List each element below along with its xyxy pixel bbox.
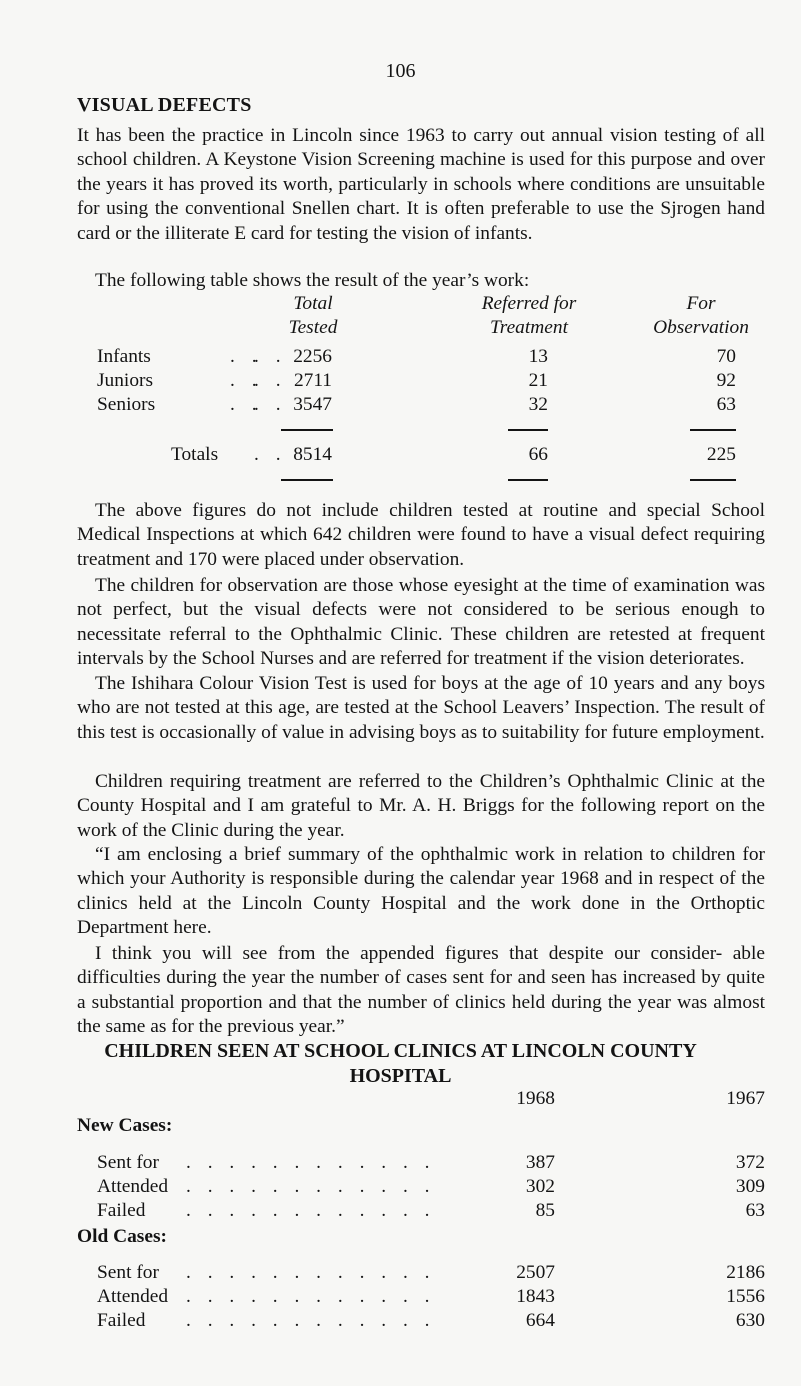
rule [690, 429, 736, 431]
cell-1968: 2507 [516, 1262, 555, 1283]
leader-dots: . . . . . . . . . . . . [186, 1176, 436, 1197]
row-label: Attended [97, 1286, 169, 1307]
cell-referred: 21 [528, 370, 548, 391]
page-number: 106 [385, 60, 416, 82]
paragraph-referral: Children requiring treatment are referred to the Children’s Ophthalmic Clinic at the County Hospital and I am grateful to Mr. A. H. Briggs for the following report on the work of the Clinic during the year. [77, 771, 765, 841]
header-total-line1: Total [293, 293, 333, 314]
leader-dots: . . [230, 346, 263, 367]
leader-dots: . . [230, 370, 263, 391]
cell-1967: 63 [745, 1200, 765, 1221]
cell-1967: 2186 [726, 1262, 765, 1283]
cell-1967: 630 [735, 1310, 765, 1331]
clinic-table-title: CHILDREN SEEN AT SCHOOL CLINICS AT LINCOLN COUNTY [104, 1040, 697, 1062]
new-cases-label: New Cases: [77, 1115, 173, 1136]
clinic-table-title-line2: HOSPITAL [349, 1065, 452, 1087]
cell-observation-sum: 225 [706, 444, 736, 465]
cell-1967: 1556 [726, 1286, 765, 1307]
rule [508, 429, 548, 431]
cell-1968: 387 [525, 1152, 555, 1173]
header-referred-line2: Treatment [490, 317, 568, 338]
old-cases-label: Old Cases: [77, 1226, 167, 1247]
leader-dots: . . . . . . . . . . . . [186, 1200, 436, 1221]
cell-referred-sum: 66 [528, 444, 548, 465]
cell-1968: 85 [535, 1200, 555, 1221]
cell-observation: 63 [716, 394, 736, 415]
leader-dots: . . [254, 394, 287, 415]
cell-referred: 32 [528, 394, 548, 415]
header-total-line2: Tested [288, 317, 338, 338]
paragraph-report-quote-continued: I think you will see from the appended figures that despite our consider- able difficulties during the year the number of cases sent for and seen has increased by quite a substantial proportion and that the number of clinics held during the year was almost the same as for the previous year.” [77, 943, 765, 1038]
row-label: Failed [97, 1310, 146, 1331]
row-label: Failed [97, 1200, 146, 1221]
paragraph-exclusions: The above figures do not include children tested at routine and special School Medical Inspections at which 642 children were found to have a visual defect requiring treatment and 170 were placed under observation. [77, 500, 765, 570]
cell-observation: 70 [716, 346, 736, 367]
row-label: Infants [97, 346, 151, 367]
leader-dots: . . . . . . . . . . . . [186, 1262, 436, 1283]
leader-dots: . . [230, 394, 263, 415]
totals-label: Totals [171, 444, 219, 465]
cell-1968: 664 [525, 1310, 555, 1331]
rule [281, 479, 333, 481]
cell-referred: 13 [528, 346, 548, 367]
leader-dots: . . . . . . . . . . . . [186, 1286, 436, 1307]
header-observation-line2: Observation [653, 317, 749, 338]
leader-dots: . . [254, 370, 287, 391]
paragraph-report-quote: “I am enclosing a brief summary of the ophthalmic work in relation to children for which your Authority is responsible during the calendar year 1968 and in respect of the clinics held at the Lincoln County Hospital and the work done in the Orthoptic Department here. [77, 844, 765, 939]
paragraph-intro: It has been the practice in Lincoln since 1963 to carry out annual vision testing of all school children. A Keystone Vision Screening machine is used for this purpose and over the years it has proved its worth, particularly in schools where conditions are unsuitable for using the conventional Snellen chart. It is often preferable to use the Sjrogen hand card or the illiterate E card for testing the vision of infants. [77, 125, 765, 244]
leader-dots: . . . . . . . . . . . . [186, 1152, 436, 1173]
rule [281, 429, 333, 431]
leader-dots: . . [254, 444, 287, 465]
year-1967-header: 1967 [726, 1088, 765, 1109]
cell-1968: 1843 [516, 1286, 555, 1307]
header-referred-line1: Referred for [481, 293, 577, 314]
row-label: Sent for [97, 1262, 159, 1283]
cell-total: 2711 [293, 370, 332, 391]
rule [508, 479, 548, 481]
cell-total: 3547 [293, 394, 332, 415]
paragraph-observation: The children for observation are those whose eyesight at the time of examination was not perfect, but the visual defects were not considered to be serious enough to necessitate referral to the Ophthalmic Clinic. These children are retested at frequent intervals by the School Nurses and are referred for treatment if the vision deteriorates. [77, 575, 765, 670]
row-label: Attended [97, 1176, 169, 1197]
year-1968-header: 1968 [516, 1088, 555, 1109]
rule [690, 479, 736, 481]
section-heading: VISUAL DEFECTS [77, 94, 252, 116]
paragraph-colour-vision: The Ishihara Colour Vision Test is used for boys at the age of 10 years and any boys who are not tested at this age, are tested at the School Leavers’ Inspection. The result of this test is occasionally of value in advising boys as to suitability for future employment. [77, 673, 765, 743]
row-label: Juniors [97, 370, 154, 391]
cell-total-sum: 8514 [293, 444, 332, 465]
leader-dots: . . [254, 346, 287, 367]
cell-1967: 372 [735, 1152, 765, 1173]
header-observation-line1: For [686, 293, 716, 314]
cell-observation: 92 [716, 370, 736, 391]
cell-1967: 309 [735, 1176, 765, 1197]
paragraph-table-intro: The following table shows the result of the year’s work: [95, 270, 530, 291]
cell-total: 2256 [293, 346, 332, 367]
leader-dots: . . . . . . . . . . . . [186, 1310, 436, 1331]
row-label: Seniors [97, 394, 156, 415]
row-label: Sent for [97, 1152, 159, 1173]
cell-1968: 302 [525, 1176, 555, 1197]
